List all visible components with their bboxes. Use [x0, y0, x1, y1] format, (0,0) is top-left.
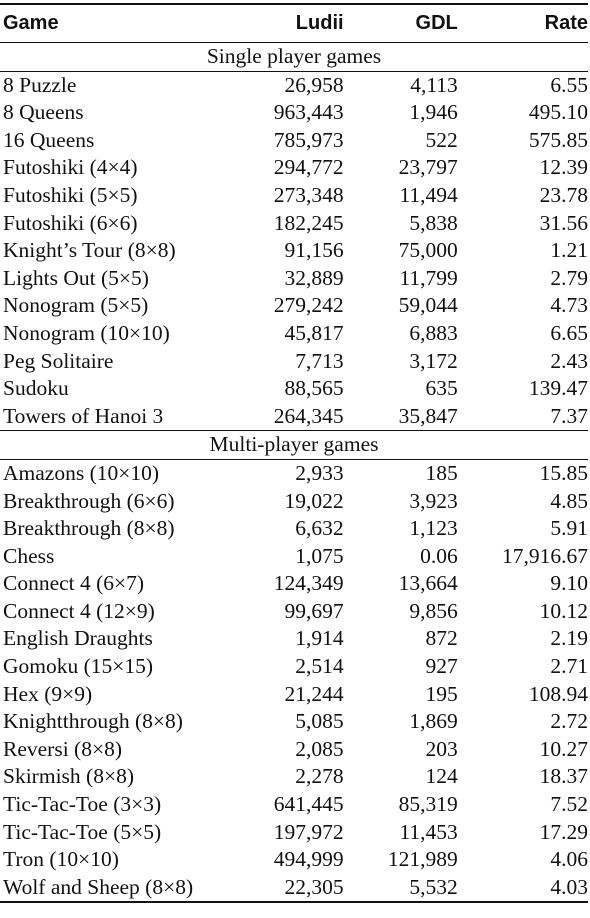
cell-ludii: 264,345 [273, 403, 344, 428]
cell-game: Towers of Hanoi 3 [3, 403, 164, 428]
section-title: Single player games [0, 43, 588, 72]
cell-ludii: 182,245 [273, 210, 344, 235]
cell-game: Nonogram (5×5) [3, 293, 149, 318]
table-row [0, 736, 588, 764]
cell-rate: 4.73 [550, 293, 588, 318]
cell-rate: 108.94 [528, 681, 588, 706]
cell-ludii: 22,305 [284, 874, 344, 899]
cell-game: English Draughts [3, 626, 153, 651]
cell-rate: 2.71 [550, 654, 588, 679]
cell-game: Nonogram (10×10) [3, 320, 170, 345]
cell-rate: 2.72 [550, 709, 588, 734]
table-row [0, 763, 588, 791]
cell-ludii: 19,022 [284, 488, 344, 513]
cell-game: Breakthrough (6×6) [3, 488, 175, 513]
cell-rate: 4.03 [550, 874, 588, 899]
cell-gdl: 13,664 [398, 571, 458, 596]
section-header-row [0, 43, 588, 72]
cell-gdl: 5,838 [409, 210, 458, 235]
section-title: Multi-player games [0, 431, 588, 460]
table-row [0, 265, 588, 293]
cell-gdl: 75,000 [398, 238, 458, 263]
cell-game: Connect 4 (6×7) [3, 571, 145, 596]
table-row [0, 543, 588, 571]
table-header [0, 4, 588, 43]
cell-game: Lights Out (5×5) [3, 265, 149, 290]
cell-ludii: 2,278 [295, 764, 344, 789]
cell-game: Futoshiki (4×4) [3, 155, 138, 180]
cell-ludii: 32,889 [284, 265, 344, 290]
table-row [0, 348, 588, 376]
cell-game: Connect 4 (12×9) [3, 598, 155, 623]
cell-rate: 12.39 [539, 155, 588, 180]
table-row [0, 708, 588, 736]
cell-ludii: 641,445 [273, 792, 344, 817]
table-row [0, 237, 588, 265]
cell-gdl: 59,044 [398, 293, 458, 318]
table-row [0, 403, 588, 431]
table-row [0, 653, 588, 681]
cell-game: Gomoku (15×15) [3, 654, 154, 679]
header-rate: Rate [544, 11, 588, 34]
cell-gdl: 35,847 [398, 403, 458, 428]
cell-ludii: 279,242 [273, 293, 344, 318]
table-row [0, 819, 588, 847]
cell-gdl: 85,319 [398, 792, 458, 817]
cell-rate: 23.78 [539, 182, 588, 207]
table-row [0, 127, 588, 155]
table-row [0, 154, 588, 182]
cell-ludii: 88,565 [284, 376, 344, 401]
cell-game: Peg Solitaire [3, 348, 114, 373]
cell-gdl: 872 [425, 626, 458, 651]
table-row [0, 846, 588, 874]
table-row [0, 320, 588, 348]
cell-ludii: 294,772 [273, 155, 344, 180]
cell-ludii: 785,973 [273, 127, 344, 152]
cell-game: Knightthrough (8×8) [3, 709, 183, 734]
section-header-row [0, 431, 588, 460]
cell-game: Chess [3, 543, 55, 568]
table-row [0, 99, 588, 127]
cell-gdl: 121,989 [387, 847, 458, 872]
cell-game: Futoshiki (6×6) [3, 210, 138, 235]
cell-ludii: 26,958 [284, 72, 344, 97]
cell-gdl: 5,532 [409, 874, 458, 899]
cell-gdl: 3,172 [409, 348, 458, 373]
cell-gdl: 9,856 [409, 598, 458, 623]
table-row [0, 488, 588, 516]
cell-rate: 2.79 [550, 265, 588, 290]
cell-game: Reversi (8×8) [3, 736, 122, 761]
table-row [0, 791, 588, 819]
table-row [0, 874, 588, 903]
cell-gdl: 1,946 [409, 100, 458, 125]
cell-gdl: 635 [425, 376, 458, 401]
cell-game: Hex (9×9) [3, 681, 93, 706]
section-single-player [0, 43, 588, 431]
cell-game: 8 Puzzle [3, 72, 77, 97]
cell-gdl: 3,923 [409, 488, 458, 513]
cell-rate: 17.29 [539, 819, 588, 844]
cell-ludii: 1,914 [295, 626, 344, 651]
table-row [0, 570, 588, 598]
cell-gdl: 522 [425, 127, 458, 152]
cell-game: Knight’s Tour (8×8) [3, 238, 176, 263]
table-row [0, 210, 588, 238]
cell-rate: 1.21 [550, 238, 588, 263]
table-row [0, 182, 588, 210]
cell-rate: 139.47 [528, 376, 588, 401]
table-row [0, 515, 588, 543]
cell-game: 16 Queens [3, 127, 95, 152]
cell-gdl: 1,123 [409, 516, 458, 541]
table-row [0, 292, 588, 320]
table-row [0, 71, 588, 99]
cell-rate: 495.10 [528, 100, 588, 125]
cell-ludii: 21,244 [284, 681, 344, 706]
cell-gdl: 1,869 [409, 709, 458, 734]
cell-ludii: 2,514 [295, 654, 344, 679]
cell-rate: 18.37 [539, 764, 588, 789]
cell-rate: 10.27 [539, 736, 588, 761]
cell-rate: 15.85 [539, 460, 588, 485]
cell-rate: 17,916.67 [502, 543, 588, 568]
table-row [0, 681, 588, 709]
cell-ludii: 494,999 [273, 847, 344, 872]
table-row [0, 459, 588, 487]
cell-rate: 2.19 [550, 626, 588, 651]
cell-rate: 7.52 [550, 792, 588, 817]
cell-game: Tron (10×10) [3, 847, 119, 872]
cell-ludii: 5,085 [295, 709, 344, 734]
cell-rate: 575.85 [528, 127, 588, 152]
results-table [0, 3, 588, 903]
cell-ludii: 91,156 [284, 238, 344, 263]
cell-rate: 31.56 [539, 210, 588, 235]
cell-rate: 6.65 [550, 320, 588, 345]
cell-ludii: 1,075 [295, 543, 344, 568]
cell-game: Amazons (10×10) [3, 460, 160, 485]
header-gdl: GDL [415, 11, 458, 34]
cell-ludii: 2,933 [295, 460, 344, 485]
cell-rate: 2.43 [550, 348, 588, 373]
cell-game: Sudoku [3, 376, 69, 401]
cell-ludii: 6,632 [295, 516, 344, 541]
cell-ludii: 963,443 [273, 100, 344, 125]
cell-game: Tic-Tac-Toe (5×5) [3, 819, 162, 844]
header-game: Game [3, 11, 59, 34]
cell-ludii: 273,348 [273, 182, 344, 207]
cell-gdl: 11,453 [399, 819, 458, 844]
cell-game: Breakthrough (8×8) [3, 516, 175, 541]
table-row [0, 625, 588, 653]
cell-ludii: 197,972 [273, 819, 344, 844]
cell-rate: 4.85 [550, 488, 588, 513]
cell-rate: 4.06 [550, 847, 588, 872]
cell-ludii: 45,817 [284, 320, 344, 345]
cell-gdl: 11,799 [399, 265, 458, 290]
cell-ludii: 99,697 [284, 598, 344, 623]
cell-game: Futoshiki (5×5) [3, 182, 138, 207]
table-row [0, 598, 588, 626]
cell-gdl: 185 [425, 460, 458, 485]
cell-ludii: 7,713 [295, 348, 344, 373]
cell-gdl: 203 [425, 736, 458, 761]
cell-gdl: 124 [425, 764, 458, 789]
cell-gdl: 195 [425, 681, 458, 706]
cell-ludii: 2,085 [295, 736, 344, 761]
section-multi-player [0, 431, 588, 903]
cell-gdl: 23,797 [398, 155, 458, 180]
cell-game: Skirmish (8×8) [3, 764, 134, 789]
table-row [0, 375, 588, 403]
cell-game: Tic-Tac-Toe (3×3) [3, 792, 162, 817]
cell-gdl: 6,883 [409, 320, 458, 345]
cell-gdl: 11,494 [399, 182, 458, 207]
cell-rate: 7.37 [550, 403, 588, 428]
cell-gdl: 927 [425, 654, 458, 679]
cell-rate: 6.55 [550, 72, 588, 97]
cell-gdl: 0.06 [420, 543, 458, 568]
cell-rate: 10.12 [539, 598, 588, 623]
cell-gdl: 4,113 [410, 72, 458, 97]
cell-game: 8 Queens [3, 100, 84, 125]
cell-rate: 5.91 [550, 516, 588, 541]
cell-game: Wolf and Sheep (8×8) [3, 874, 194, 899]
header-ludii: Ludii [295, 11, 344, 34]
cell-ludii: 124,349 [273, 571, 344, 596]
cell-rate: 9.10 [550, 571, 588, 596]
header-row [0, 4, 588, 43]
